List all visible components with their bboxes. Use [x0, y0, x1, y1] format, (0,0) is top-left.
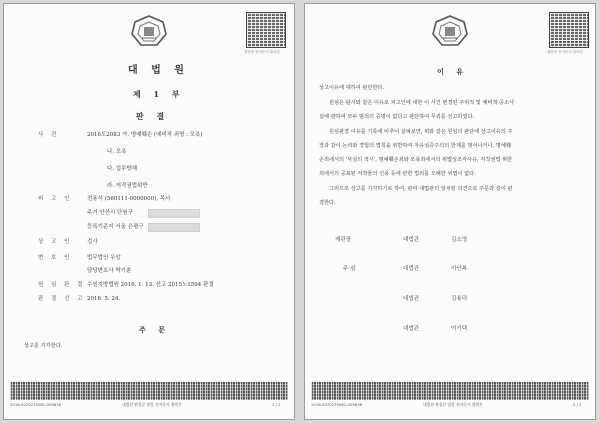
judge-name: 이기택: [451, 326, 468, 332]
footer-id: 2016-0070275061-009838: [311, 402, 363, 407]
court-emblem-icon: [431, 14, 469, 48]
appellant-label: 상 고 인: [38, 239, 73, 245]
reasons-line: 실에 관하여 모두 범죄의 증명이 없다고 판단하여 무죄를 선고하였다.: [319, 114, 475, 120]
case-value: 2016도2083 가. 명예훼손 (예비적 죄명 : 모욕): [87, 132, 203, 138]
barcode-strip: [10, 382, 288, 400]
charge-item: 다. 업무방해: [107, 166, 138, 172]
court-name: 대 법 원: [128, 65, 189, 76]
judge-role: 주 심: [343, 266, 356, 272]
lower-judgment-value: 수원지방법원 2016. 1. 13. 선고 2015노1594 판결: [87, 282, 214, 288]
reasons-line: 원심판결 이유를 기록에 비추어 살펴보면, 위와 같은 원심의 판단에 상고이유의 주: [329, 129, 513, 135]
footer-id: 2016-0070275061-009838: [10, 402, 62, 407]
document-type: 판 결: [136, 111, 170, 121]
judge-title: 대법관: [403, 296, 420, 302]
judge-name: 김소영: [451, 237, 468, 243]
judge-title: 대법관: [403, 266, 420, 272]
order-title: 주 문: [139, 325, 170, 334]
address-value: 주거 안산시 단원구: [87, 210, 134, 216]
reasons-line: 죄에서의 공표된 저작물의 인용 등에 관한 법리를 오해한 위법이 없다.: [319, 171, 476, 177]
redaction-box: [148, 209, 200, 218]
reasons-line: 손죄에서의 '사실의 적시', 명예훼손죄와 모욕죄에서의 위법성조각사유, 저작권법 위반: [319, 157, 513, 163]
appellant-value: 검사: [87, 239, 98, 245]
judgment-page-1: [3, 3, 295, 420]
judge-title: 대법관: [403, 326, 420, 332]
footer-caption: 대법원 판결문 열람 전자문서 출력본: [423, 402, 483, 407]
counsel-firm: 법무법인 우암: [87, 255, 121, 261]
lower-judgment-label: 원 심 판 결: [38, 282, 86, 288]
order-text: 상고를 기각한다.: [24, 343, 63, 349]
charge-item: 라. 저작권법위반: [107, 183, 148, 189]
judgment-date-label: 판 결 선 고: [38, 296, 86, 302]
code-caption: 열람용 전자문서 출력본: [244, 50, 281, 54]
redaction-box: [148, 223, 200, 232]
code-caption: 열람용 전자문서 출력본: [547, 50, 584, 54]
reasons-line: 장과 같이 논리와 경험의 법칙을 위반하여 자유심증주의의 한계를 벗어나거나, 명예훼: [319, 143, 511, 149]
judge-name: 이인복: [451, 266, 468, 272]
reasons-title: 이 유: [437, 67, 468, 76]
case-label: 사 건: [38, 132, 60, 138]
document-code-icon: [246, 12, 286, 48]
counsel-label: 변 호 인: [38, 255, 73, 261]
registry-value: 등록기준지 서울 은평구: [87, 224, 144, 230]
division: 제 1 부: [133, 89, 185, 99]
document-code-icon: [549, 12, 589, 48]
reasons-line: 원심은 판시와 같은 이유로 피고인에 대한 이 사건 변경된 주위적 및 예비적 공소사: [329, 100, 515, 106]
charge-item: 나. 모욕: [107, 149, 127, 155]
reasons-line: 그러므로 상고를 기각하기로 하여, 관여 대법관의 일치된 의견으로 주문과 같이 판: [329, 186, 513, 192]
judge-name: 김용덕: [451, 296, 468, 302]
judgment-page-2: [304, 3, 596, 420]
footer-caption: 대법원 판결문 열람 전자문서 출력본: [122, 402, 182, 407]
page-number: 2 / 2: [573, 402, 582, 407]
page-number: 1 / 2: [272, 402, 281, 407]
defendant-label: 피 고 인: [38, 196, 73, 202]
judge-title: 대법관: [403, 237, 420, 243]
reasons-line: 결한다.: [319, 200, 336, 206]
judge-role: 재판장: [335, 237, 352, 243]
reasons-line: 상고이유에 대하여 판단한다.: [319, 85, 385, 91]
court-emblem-icon: [130, 14, 168, 48]
barcode-strip: [311, 382, 589, 400]
judgment-date-value: 2016. 5. 24.: [87, 296, 121, 302]
counsel-lawyer: 담당변호사 박기춘: [87, 268, 132, 274]
defendant-value: 전용석 (560111-0000000), 목사: [87, 196, 171, 202]
